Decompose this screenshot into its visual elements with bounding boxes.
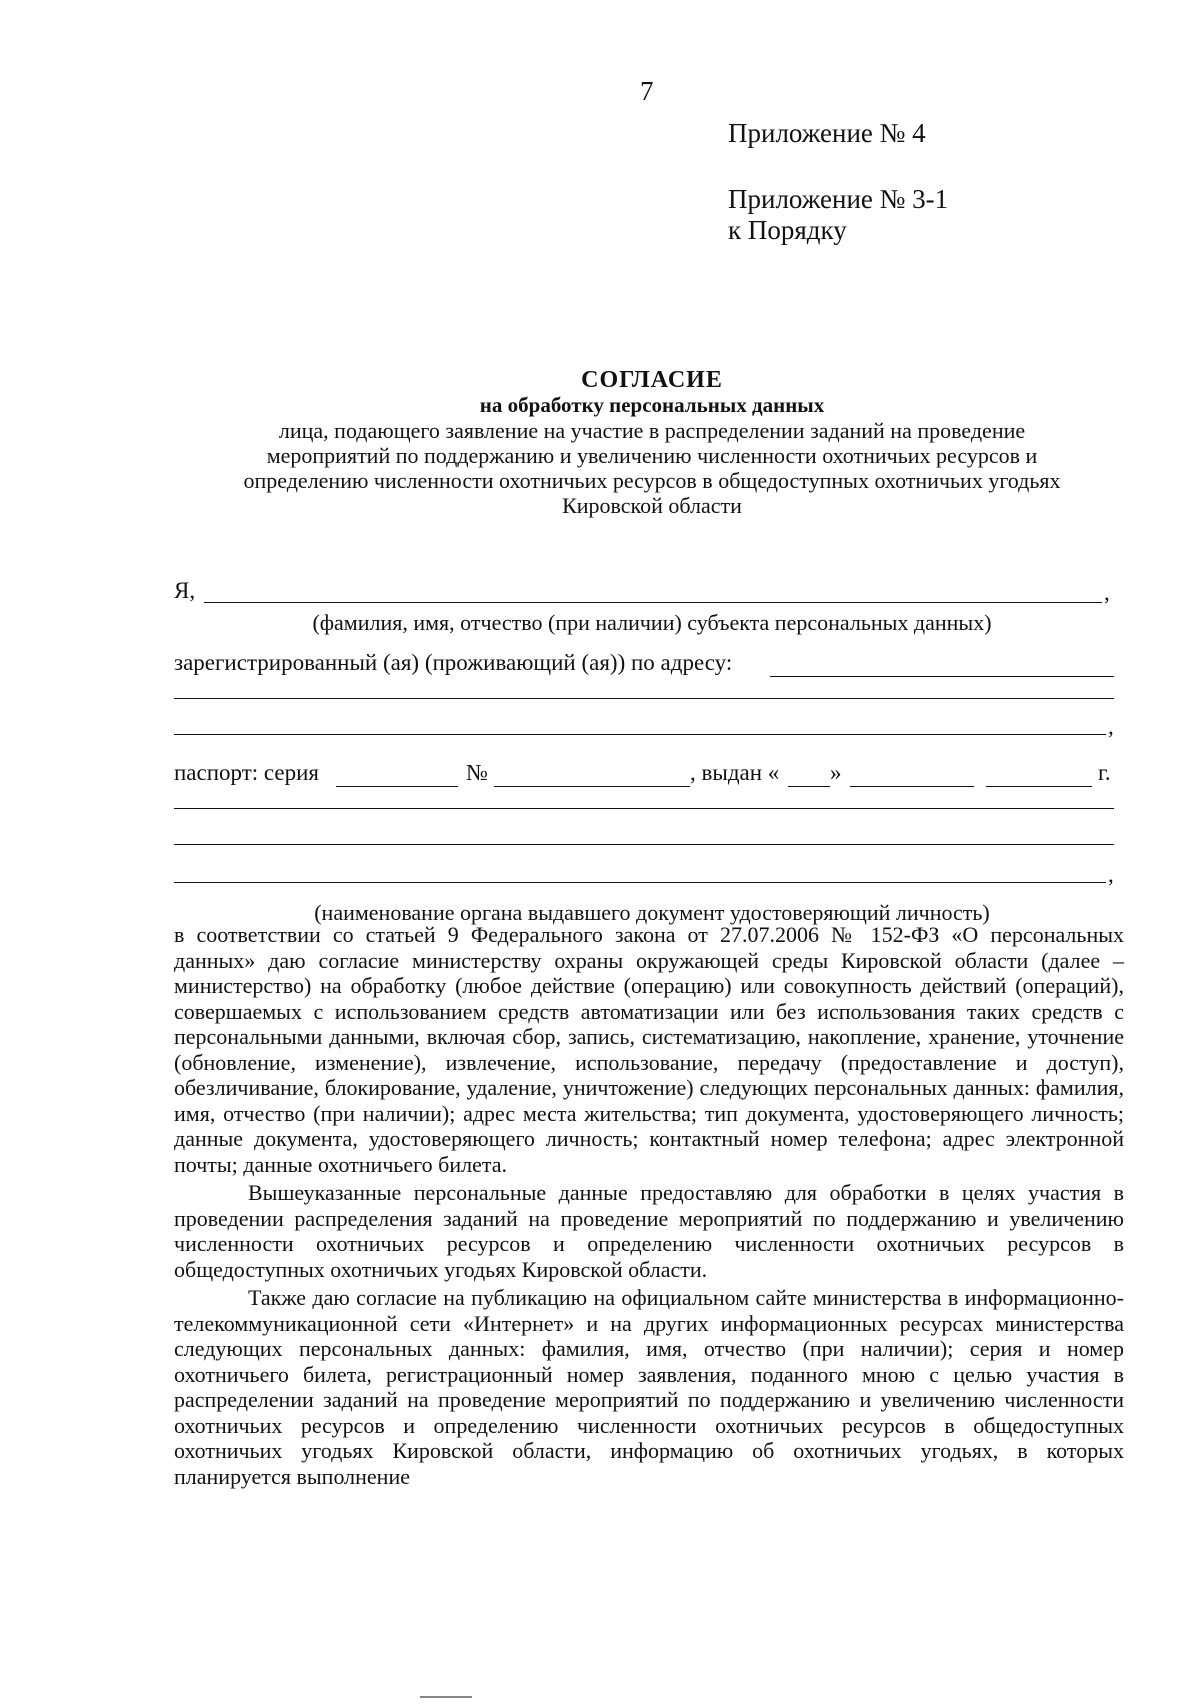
address-field-line[interactable] xyxy=(770,676,1114,677)
page-edge-mark xyxy=(420,1696,472,1698)
appendix-reference xyxy=(728,184,948,246)
passport-series-label: паспорт: серия xyxy=(174,760,320,785)
issuer-line-row xyxy=(174,792,1130,826)
year-suffix: г. xyxy=(1098,760,1111,785)
comma: , xyxy=(1104,580,1110,605)
name-field-line[interactable] xyxy=(204,602,1102,603)
subject-line: мероприятий по поддержанию и увеличению численности охотничьих ресурсов и xyxy=(266,443,1038,468)
issued-month-line[interactable] xyxy=(850,786,974,787)
document-title: СОГЛАСИЕ xyxy=(581,367,723,393)
consent-paragraph: в соответствии со статьей 9 Федерального закона от 27.07.2006 № 152-ФЗ «О персональных данных» даю согласие министерству охраны окружающей среды Кировской области (далее – министерство) на обработку (любое действие (операцию) или совокупность действий (операций), совершаемых с использованием средств автоматизации или без использования таких средств с персональными данными, включая сбор, запись, систематизацию, накопление, хранение, уточнение (обновление, изменение), извлечение, использование, передачу (предоставление и доступ), обезличивание, блокирование, удаление, уничтожение) следующих персональных данных: фамилия, имя, отчество (при наличии); адрес места жительства; тип документа, удостоверяющего личность; данные документа, удостоверяющего личность; контактный номер телефона; адрес электронной почты; данные охотничьего билета. xyxy=(174,922,1124,1177)
address-line-row xyxy=(174,714,1130,752)
page-number: 7 xyxy=(640,76,654,106)
passport-series-line[interactable] xyxy=(336,786,458,787)
issuer-caption: (наименование органа выдавшего документ удостоверяющий личность) xyxy=(314,900,990,925)
issued-close: » xyxy=(830,760,842,785)
name-row xyxy=(174,574,1130,608)
comma: , xyxy=(1108,714,1114,739)
subject-line: Кировской области xyxy=(562,493,742,518)
purpose-paragraph: Вышеуказанные персональные данные предоставляю для обработки в целях участия в проведении распределения заданий на проведение мероприятий по поддержанию и увеличению численности охотничьих ресурсов и определению численности охотничьих ресурсов в общедоступных охотничьих угодьях Кировской области. xyxy=(174,1180,1124,1282)
passport-number-line[interactable] xyxy=(494,786,690,787)
address-row xyxy=(174,644,1130,684)
i-label: Я, xyxy=(174,578,196,603)
name-caption-row xyxy=(174,608,1130,644)
address-field-line[interactable] xyxy=(174,698,1114,699)
document-subtitle: на обработку персональных данных xyxy=(479,393,825,417)
consent-body xyxy=(174,922,1124,1489)
issuer-line-row xyxy=(174,860,1130,894)
issuer-field-line[interactable] xyxy=(174,882,1106,883)
issuer-line-row xyxy=(174,826,1130,860)
consent-form xyxy=(174,574,1130,928)
passport-number-label: № xyxy=(466,760,488,785)
subject-line: определению численности охотничьих ресурсов в общедоступных охотничьих угодьях xyxy=(243,468,1061,493)
name-caption: (фамилия, имя, отчество (при наличии) субъекта персональных данных) xyxy=(312,610,992,635)
publication-paragraph: Также даю согласие на публикацию на официальном сайте министерства в информационно-телекоммуникационной сети «Интернет» и на других информационных ресурсах министерства следующих персональных данных: фамилия, имя, отчество (при наличии); серия и номер охотничьего билета, регистрационный номер заявления, поданного мною с целью участия в распределении заданий на проведение мероприятий по поддержанию и увеличению численности охотничьих ресурсов и определению численности охотничьих ресурсов в общедоступных охотничьих угодьях Кировской области, информацию об охотничьих угодьях, в которых планируется выполнение xyxy=(174,1285,1124,1489)
issued-year-line[interactable] xyxy=(986,786,1092,787)
address-label: зарегистрированный (ая) (проживающий (ая)) по адресу: xyxy=(174,650,733,675)
appendix-to: к Порядку xyxy=(728,215,847,245)
appendix-number: Приложение № 3-1 xyxy=(728,184,949,214)
address-line-row xyxy=(174,684,1130,718)
appendix-label: Приложение № 4 xyxy=(728,118,926,148)
issuer-field-line[interactable] xyxy=(174,844,1114,845)
document-header xyxy=(174,368,1130,518)
subject-line: лица, подающего заявление на участие в распределении заданий на проведение xyxy=(278,418,1026,443)
passport-row xyxy=(174,752,1130,792)
issued-label: , выдан « xyxy=(690,760,780,785)
issued-day-line[interactable] xyxy=(788,786,830,787)
comma: , xyxy=(1108,862,1114,887)
address-field-line[interactable] xyxy=(174,734,1106,735)
issuer-field-line[interactable] xyxy=(174,808,1114,809)
